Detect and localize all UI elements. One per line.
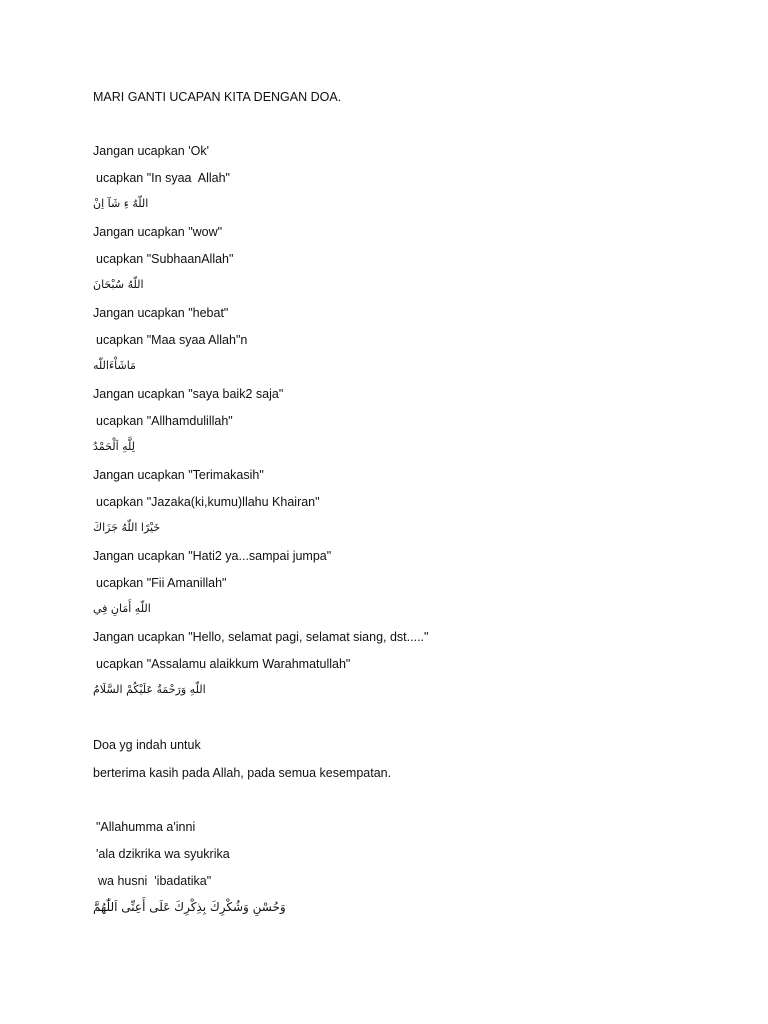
say-instead-line: ucapkan "Maa syaa Allah"n	[96, 333, 248, 347]
arabic-phrase: خَيْرًا اللّهُ جَزَاكَ	[93, 521, 161, 534]
say-instead-line: ucapkan "Assalamu alaikkum Warahmatullah"	[96, 657, 351, 671]
say-instead-line: ucapkan "In syaa Allah"	[96, 171, 230, 185]
arabic-phrase: مَاشَاْءَاللّه	[93, 359, 136, 372]
dont-say-line: Jangan ucapkan 'Ok'	[93, 144, 209, 158]
doa-line: "Allahumma a'inni	[96, 820, 196, 834]
doa-intro: berterima kasih pada Allah, pada semua kesempatan.	[93, 766, 392, 780]
dont-say-line: Jangan ucapkan "hebat"	[93, 306, 229, 320]
arabic-phrase: اللّهِ أَمَانِ فِي	[93, 602, 151, 615]
document-title: MARI GANTI UCAPAN KITA DENGAN DOA.	[93, 90, 342, 104]
dont-say-line: Jangan ucapkan "Hello, selamat pagi, selamat siang, dst....."	[93, 630, 429, 644]
say-instead-line: ucapkan "SubhaanAllah"	[96, 252, 234, 266]
dont-say-line: Jangan ucapkan "Hati2 ya...sampai jumpa"	[93, 549, 332, 563]
dont-say-line: Jangan ucapkan "saya baik2 saja"	[93, 387, 284, 401]
arabic-phrase: اللّهٌ ءِ شَآ اِنْ	[93, 197, 149, 210]
doa-line: 'ala dzikrika wa syukrika	[96, 847, 230, 861]
doa-arabic: وَحُسْنِ وَشُكْرِكَ بِذِكْرِكَ عَلَى أَعِنِّى اَللّٰهُمَّ	[93, 900, 286, 914]
arabic-phrase: اللّهُ سُبْحَانَ	[93, 278, 144, 291]
arabic-phrase: اللّهِ وَرَحْمَةُ عَلَيْكُمْ السَّلَامُ	[93, 683, 206, 696]
doa-intro: Doa yg indah untuk	[93, 738, 201, 752]
dont-say-line: Jangan ucapkan "Terimakasih"	[93, 468, 264, 482]
doa-line: wa husni 'ibadatika"	[98, 874, 212, 888]
say-instead-line: ucapkan "Fii Amanillah"	[96, 576, 227, 590]
dont-say-line: Jangan ucapkan "wow"	[93, 225, 223, 239]
arabic-phrase: لِلَّهِ اَلْحَمْدُ	[93, 440, 136, 453]
say-instead-line: ucapkan "Allhamdulillah"	[96, 414, 233, 428]
say-instead-line: ucapkan "Jazaka(ki,kumu)llahu Khairan"	[96, 495, 320, 509]
